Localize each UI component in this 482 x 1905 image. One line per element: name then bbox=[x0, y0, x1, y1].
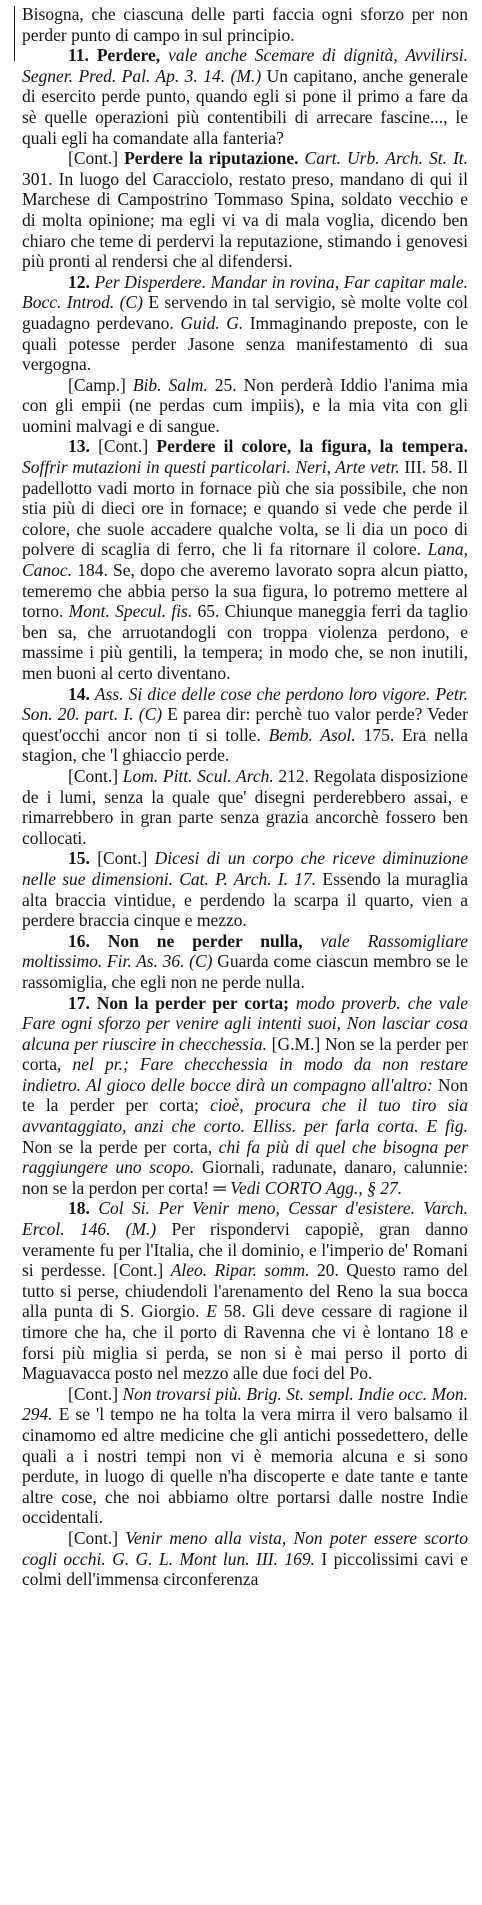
quotation: 20. Questo ramo del tutto si perse, chiudendoli l'arenamento del Reno la sua bocca alla punta di S. Giorgio. bbox=[22, 1260, 469, 1322]
source-citation: Bib. Salm. bbox=[132, 374, 208, 395]
entry-number: 11. bbox=[68, 45, 89, 66]
lemma: Perdere, bbox=[96, 45, 161, 66]
definition: Per Disperdere. Mandar in rovina, Far capitar male. Bocc. Introd. (C) bbox=[22, 271, 469, 313]
entry-12 bbox=[22, 272, 468, 375]
quotation: Non te la perder per corta; bbox=[22, 1074, 468, 1116]
definition: chi fa più di quel che bisogna per raggiungere uno scopo. bbox=[22, 1136, 469, 1178]
entry-text: Bisogna, che ciascuna delle parti faccia ogni sforzo per non perder punto di campo in sul principio. bbox=[22, 4, 468, 45]
source-citation: Bemb. Asol. bbox=[268, 724, 356, 745]
source-citation: Lom. Pitt. Scul. Arch. bbox=[122, 765, 274, 786]
quotation: I piccolissimi cavi e colmi dell'immensa circonferenza bbox=[22, 1548, 469, 1590]
contributor-tag: [Cont.] bbox=[68, 148, 119, 169]
source-citation: Lana, Canoc. bbox=[22, 539, 468, 581]
lemma: Non ne perder nulla, bbox=[107, 930, 303, 951]
entry-intro bbox=[22, 4, 468, 45]
entry-number: 18. bbox=[68, 1198, 90, 1219]
entry-number: 14. bbox=[68, 683, 90, 704]
definition: modo proverb. che vale Fare ogni sforzo per venire agli intenti suoi, Non lasciar cosa alcuna per riuscire in checchessia. bbox=[22, 992, 469, 1054]
entry-number: 13. bbox=[68, 436, 90, 457]
entry-number: 16. bbox=[68, 930, 90, 951]
quotation: Per rispondervi capopiè, gran danno veramente fu per l'Italia, che il dominio, e l'imperio de' Romani si perdesse. bbox=[22, 1219, 469, 1281]
entry-18 bbox=[22, 1198, 468, 1383]
quotation: 184. Se, dopo che averemo lavorato sopra alcun piatto, temeremo che abbia perso la sua figura, lo potremo mettere al torno. bbox=[22, 560, 468, 622]
entry-15 bbox=[22, 848, 468, 930]
entry-11 bbox=[22, 45, 468, 148]
quotation: Non se la perde per corta, bbox=[22, 1136, 213, 1157]
definition: cioè, procura che il tuo tiro sia avvantaggiato, anzi che corto. Elliss. per farla corta. E fig. bbox=[22, 1095, 468, 1137]
definition: Venir meno alla vista, Non poter essere scorto cogli occhi. G. G. L. Mont lun. III. 169. bbox=[22, 1527, 468, 1569]
quotation: Guarda come ciascun membro se le rassomiglia, che egli non ne perde nulla. bbox=[22, 951, 469, 992]
lemma: Perdere il colore, la figura, la tempera. bbox=[156, 436, 469, 457]
entry-number: 15. bbox=[68, 848, 90, 869]
quotation: Giornali, radunate, danaro, calunnie: non se la perdon per corta! ═ bbox=[22, 1157, 469, 1198]
definition: Dicesi di un corpo che riceve diminuzione nelle sue dimensioni. Cat. P. Arch. I. 17. bbox=[22, 848, 469, 889]
quotation: Non se la perder per corta, bbox=[22, 1033, 468, 1075]
entry-11-cont bbox=[22, 148, 468, 272]
entry-14-cont bbox=[22, 766, 468, 848]
entry-12-cont bbox=[22, 375, 468, 437]
quotation: III. 58. Il padellotto vadi morto in fornace più che sia possibile, che non stia più di dieci ore in fornace; e quando si vede che perde il colore, che suole accadere qualche volta, se li dia un poco di polvere di scaglia di ferro, che li fa ritornare il colore. bbox=[22, 457, 468, 560]
definition: nel pr.; Fare checchessia in modo da non restare indietro. Al gioco delle bocce dirà un compagno all'altro: bbox=[22, 1054, 468, 1095]
definition: vale Rassomigliare moltissimo. Fir. As. 36. (C) bbox=[22, 930, 469, 972]
quotation: Essendo la muraglia alta braccia vintidue, e perdendo la scarpa il quarto, vien a perdere braccia cinque e mezzo. bbox=[22, 868, 468, 931]
quotation: E se 'l tempo ne ha tolta la vera mirra il vero balsamo il cinamomo ed altre medicine che gli antichi possedettero, delle quali a i nostri tempi non vi è memoria alcuna e si sono perdute, in luogo di quelle n'ha discoperte e date tante e tante altre cose, che noi abbiamo oltre portarsi dalle nostre Indie occidentali. bbox=[22, 1404, 469, 1528]
source-citation: Mont. Specul. fis. bbox=[68, 601, 193, 622]
quotation: Immaginando preposte, con le quali potesse perder Jasone senza manifestamento di sua vergogna. bbox=[22, 312, 469, 375]
lemma: Perdere la riputazione. bbox=[124, 148, 299, 169]
contributor-tag: [G.M.] bbox=[271, 1033, 321, 1054]
lemma: Non la perder per corta; bbox=[96, 992, 289, 1013]
entry-16 bbox=[22, 931, 468, 993]
quotation: 175. Era nella stagion, che 'l ghiaccio perde. bbox=[22, 724, 469, 766]
quotation: 212. Regolata disposizione de i lumi, senza la quale que' disegni perderebbero assai, e rimarrebbero in gran parte senza grazia ancorchè fossero ben collocati. bbox=[22, 765, 469, 848]
source-citation: Aleo. Ripar. somm. bbox=[170, 1260, 310, 1281]
definition: Soffrir mutazioni in questi particolari. Neri, Arte vetr. bbox=[22, 457, 400, 478]
definition: Ass. Si dice delle cose che perdono loro vigore. Petr. Son. 20. part. I. (C) bbox=[22, 683, 469, 725]
entry-18-cont-b bbox=[22, 1528, 468, 1590]
source-citation: E bbox=[206, 1301, 217, 1322]
contributor-tag: [Cont.] bbox=[97, 848, 148, 869]
source-citation: Cart. Urb. Arch. St. It. bbox=[304, 148, 469, 169]
contributor-tag: [Cont.] bbox=[68, 1383, 119, 1404]
margin-rule bbox=[14, 6, 15, 61]
quotation: 301. In luogo del Caracciolo, restato preso, mandano di qui il Marchese di Campostrino Tommaso Spina, soldato vecchio e di molta opinione; ma egli vi va di mala voglia, dicendo ben chiaro che teme di perdervi la reputazione, stimando i genovesi più pronti al rendersi che al difendersi. bbox=[22, 168, 468, 272]
quotation: 25. Non perderà Iddio l'anima mia con gli empii (ne perdas cum impiis), e la mia vita con gli uomini malvagi e di sangue. bbox=[22, 374, 469, 436]
contributor-tag: [Cont.] bbox=[68, 765, 119, 786]
quotation: E parea dir: perchè tuo valor perde? Veder quest'occhi ancor non ti si tolle. bbox=[22, 704, 469, 745]
quotation: 65. Chiunque maneggia ferri da taglio ben sa, che arruotandogli con troppa violenza perdono, e massime i più gentili, la tempera; in modo che, se non inutili, men buoni al certo diventano. bbox=[22, 601, 469, 683]
entry-17 bbox=[22, 993, 468, 1199]
entry-18-cont-a bbox=[22, 1384, 468, 1528]
entry-13 bbox=[22, 436, 468, 683]
cross-reference: Vedi CORTO Agg., § 27. bbox=[230, 1177, 403, 1198]
quotation: E servendo in tal servigio, sè molte volte col guadagno perdevano. bbox=[22, 292, 469, 333]
entry-14 bbox=[22, 684, 468, 766]
contributor-tag: [Cont.] bbox=[98, 436, 149, 457]
contributor-tag: [Cont.] bbox=[68, 1527, 119, 1548]
contributor-tag: [Camp.] bbox=[68, 374, 126, 395]
contributor-tag: [Cont.] bbox=[113, 1260, 164, 1281]
source-citation: Guid. G. bbox=[180, 312, 244, 333]
entry-number: 12. bbox=[68, 271, 90, 292]
quotation: Un capitano, anche generale di esercito perde punto, quando egli si pone il primo a fare da sè quelle operazioni più contentibili di arrecare fascine..., le quali egli ha comandate alla fanteria? bbox=[22, 65, 468, 148]
definition: Col Si. Per Venir meno, Cessar d'esistere. Varch. Ercol. 146. (M.) bbox=[22, 1198, 469, 1240]
quotation: 58. Gli deve cessare di ragione il timore che ha, che il porto di Ravenna che vi è lontano 18 e forsi più miglia si perda, se non si è mai perso il porto di Maguavacca posto nel mezzo alle due foci del Po. bbox=[22, 1301, 468, 1384]
definition: Non trovarsi più. Brig. St. sempl. Indie occ. Mon. 294. bbox=[22, 1383, 468, 1425]
definition: vale anche Scemare di dignità, Avvilirsi. Segner. Pred. Pal. Ap. 3. 14. (M.) bbox=[22, 45, 469, 86]
entry-number: 17. bbox=[68, 992, 90, 1013]
